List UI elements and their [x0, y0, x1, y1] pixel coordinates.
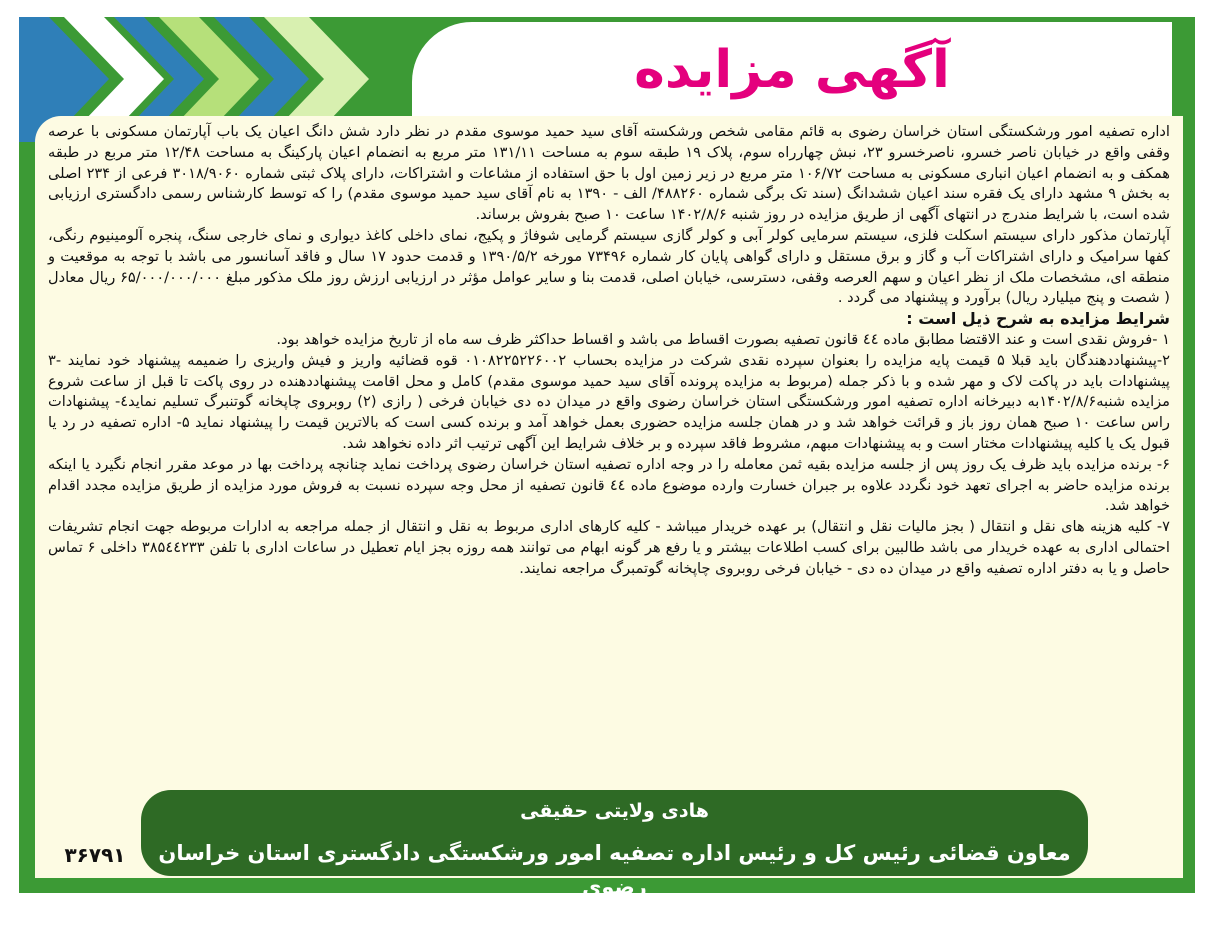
ad-body [48, 122, 1170, 580]
condition-1: ۱ -فروش نقدی است و عند الاقتضا مطابق ماده ٤٤ قانون تصفیه بصورت اقساط می باشد و اقساط حداکثر ظرف سه ماه از تاریخ مزایده خواهد بود. [276, 330, 1170, 348]
conditions-2-to-5: ۲-پیشنهاددهندگان باید قبلا ۵ قیمت پایه مزایده را بعنوان سپرده نقدی شرکت در مزایده بحساب ۰۱۰۸۲۲۵۲۲۶۰۰۲ قوه قضائیه واریز و فیش واریزی را ضمیمه پیشنهاد خود نمایند -۳ پیشنهادات باید در پاکت لاک و مهر شده و با ذکر جمله (مربوط به مزایده پرونده آقای سید حمید موسوی مقدم) کامل و محل اقامت پیشنهاددهنده در روی پاکت تا قبل از ساعت شروع مزایده شنبه۱۴۰۲/۸/۶به دبیرخانه اداره تصفیه امور ورشکستگی استان خراسان رضوی واقع در میدان ده دی خیابان فرخی ( رازی (۲) روبروی چاپخانه گوتنبرگ تسلیم نماید٤- پیشنهادات راس ساعت ۱۰ صبح همان روز باز و قرائت خواهد شد و در همان جلسه مزایده حضوری بعمل خواهد آمد و برنده کسی است که بالاترین قیمت را پیشنهاد نماید ۵- اداره تصفیه در رد یا قبول یک یا کلیه پیشنهادات مختار است و به پیشنهادات مبهم، مشروط فاقد سپرده و بر خلاف شرایط این آگهی ترتیب اثر داده نخواهد شد. [48, 351, 1171, 452]
condition-6: ۶- برنده مزایده باید ظرف یک روز پس از جلسه مزایده بقیه ثمن معامله را در وجه اداره تصفیه استان خراسان رضوی پرداخت نماید چنانچه پرداخت بها در موعد مقرر انجام نگیرد یا اینکه برنده مزایده حاضر به اجرای تعهد خود نگردد علاوه بر جبران خسارت وارده موضوع ماده ٤٤ قانون تصفیه از محل وجه سپرده نسبت به فروش مورد مزایده از طریق مزایده مجدد اقدام خواهد شد. [48, 455, 1170, 515]
ad-code: ۳۶۷۹۱ [64, 843, 126, 867]
signature-title: معاون قضائی رئیس کل و رئیس اداره تصفیه امور ورشکستگی دادگستری استان خراسان رضوی [158, 841, 1071, 899]
conditions-heading: شرایط مزایده به شرح ذیل است : [906, 309, 1170, 329]
signature-name: هادی ولایتی حقیقی [520, 800, 709, 822]
condition-7: ۷- کلیه هزینه های نقل و انتقال ( بجز مالیات نقل و انتقال) بر عهده خریدار میباشد - کلیه کارهای اداری مربوط به نقل و انتقال از جمله مراجعه به ادارات مربوطه جهت انجام تشریفات احتمالی اداری به عهده خریدار می باشد طالبین برای کسب اطلاعات بیشتر و یا رفع هر گونه ابهام می توانند همه روزه بجز ایام تعطیل در ساعات اداری با تلفن ۳۸۵٤٤۲۳۳ داخلی ۶ تماس حاصل و یا به دفتر اداره تصفیه واقع در میدان ده دی - خیابان فرخی روبروی چاپخانه گوتمبرگ مراجعه نمایند. [48, 518, 1170, 577]
intro-paragraph: اداره تصفیه امور ورشکستگی استان خراسان رضوی به قائم مقامی شخص ورشکسته آقای سید حمید موسوی مقدم در نظر دارد شش دانگ اعیان یک باب آپارتمان مسکونی با عرصه وقفی واقع در خیابان ناصر خسرو، ناصرخسرو ۲۳، نبش چهارراه سوم، پلاک ۱۹ طبقه سوم به مساحت ۱۳۱/۱۱ متر مربع به انضمام اعیان پارکینگ به مساحت ۱۲/۴۸ متر مربع در طبقه همکف و به انضمام اعیان انباری مسکونی به مساحت ۱۰۶/۷۲ متر مربع در زیر زمین اول با حق استفاده از مشاعات و اشتراکات، دارای پلاک ثبتی شماره ۳۰۱۸/۹۰۶۰ فرعی از ۲۳۴ اصلی به بخش ۹ مشهد دارای یک فقره سند اعیان ششدانگ (سند تک برگی شماره ۴۸۸۲۶۰/ الف - ۱۳۹۰ به نام آقای سید حمید موسوی مقدم) را که توسط کارشناس رسمی دادگستری ارزیابی شده است، با شرایط مندرج در انتهای آگهی از طریق مزایده در روز شنبه ۱۴۰۲/۸/۶ ساعت ۱۰ صبح بفروش برساند. [48, 123, 1171, 224]
description-paragraph: آپارتمان مذکور دارای سیستم اسکلت فلزی، سیستم سرمایی کولر آبی و کولر گازی سیستم گرمایی شوفاژ و پکیج، نمای داخلی کاغذ دیواری و نمای خارجی سنگ، پنجره آلومینیوم رنگی، کفها سرامیک و دارای اشتراکات آب و گاز و برق مستقل و دارای گواهی پایان کار شماره ۷۳۴۹۶ مورخه ۱۳۹۰/۵/۲ و قدمت حدود ۱۷ سال و فاقد آسانسور می باشد با توجه به موقعیت و منطقه ای، مشخصات ملک از نظر اعیان و سهم العرصه وقفی، دسترسی، خیابان اصلی، قدمت بنا و سایر عوامل مؤثر در ارزیابی ارزش روز ملک مذکور مبلغ ۶۵/۰۰۰/۰۰۰/۰۰۰ ریال معادل ( شصت و پنج میلیارد ریال) برآورد و پیشنهاد می گردد . [48, 226, 1170, 307]
ad-title: آگهی مزایده [634, 40, 950, 100]
